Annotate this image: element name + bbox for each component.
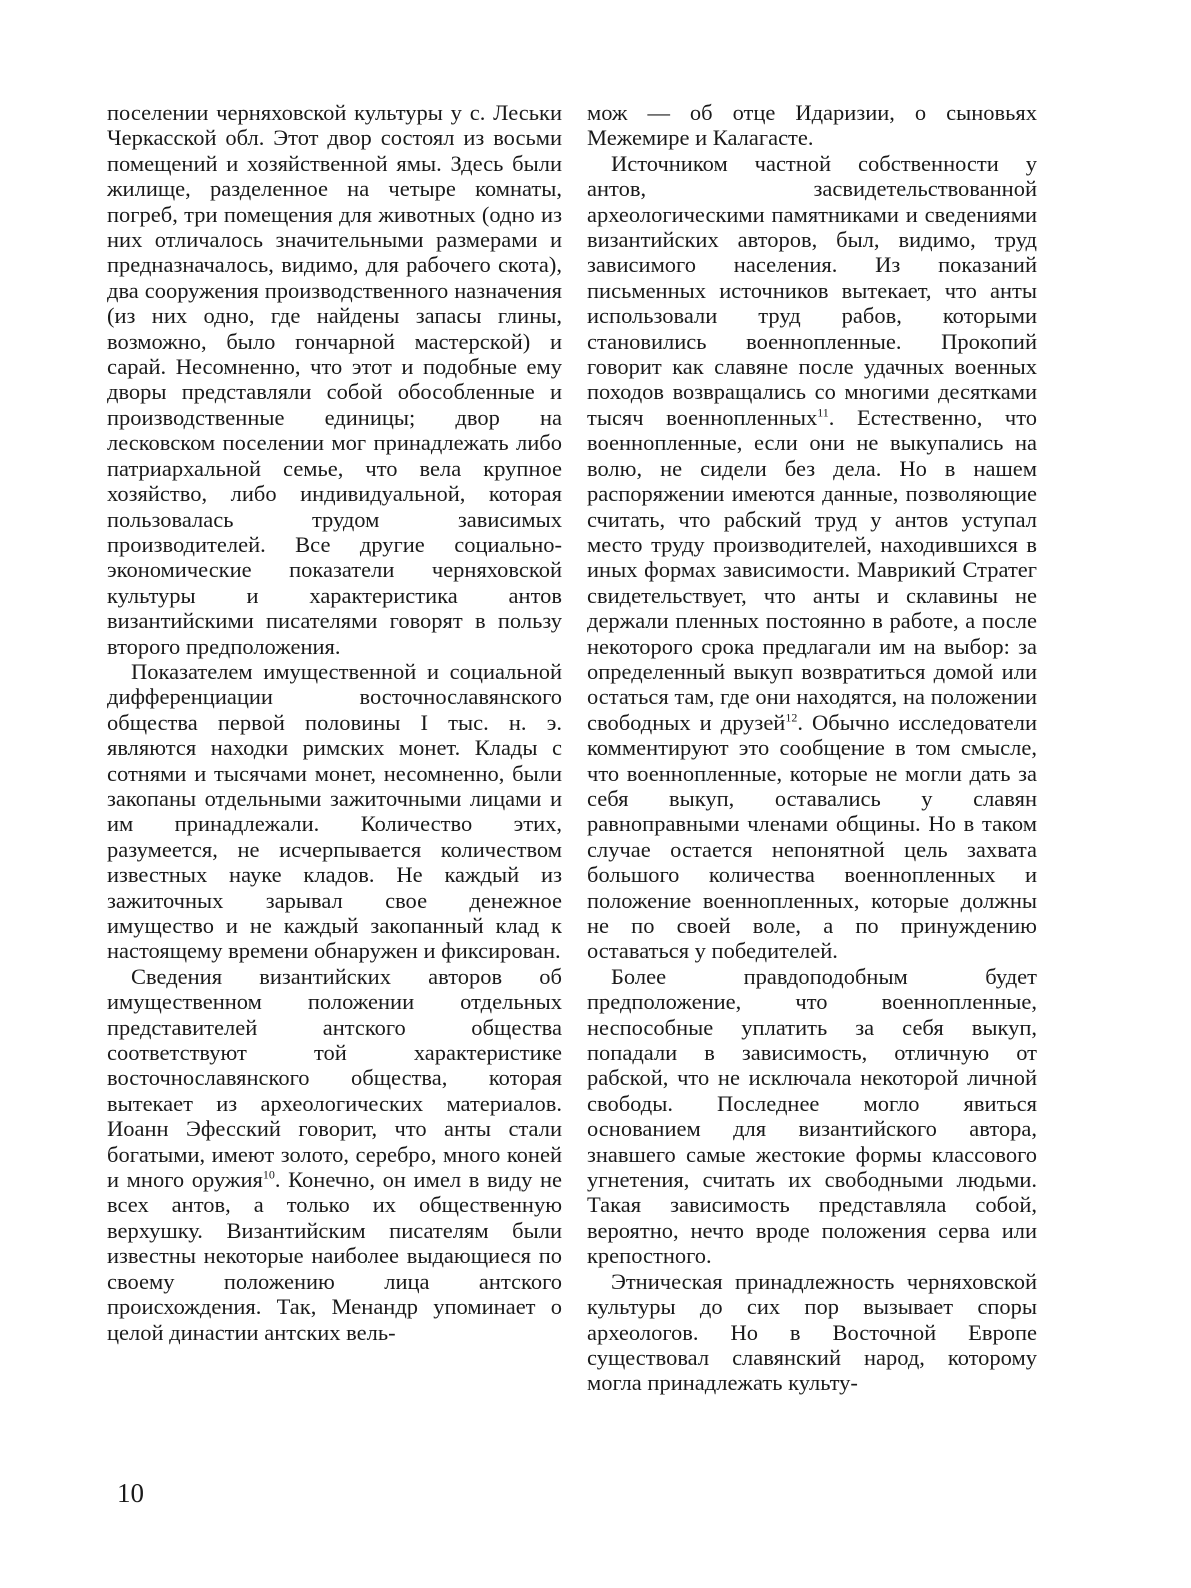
paragraph-courtyard: поселении черняховской культуры у с. Леськи Черкасской обл. Этот двор состоял из восьми помещений и хозяйственной ямы. Здесь были жилище, разделенное на четыре комнаты, погреб, три помещения для животных (одно из них отличалось значительными размерами и предназначалось, видимо, для рабочего скота), два сооружения производственного назначения (из них одно, где найдены запасы глины, возможно, было гончарной мастерской) и сарай. Несомненно, что этот и подобные ему дворы представляли собой обособленные и производственные единицы; двор на лесковском поселении мог принадлежать либо патриархальной семье, что вела крупное хозяйство, либо индивидуальной, которая пользовалась трудом зависимых производителей. Все другие социально-экономические показатели черняховской культуры и характеристика антов византийскими писателями говорят в пользу второго предположения. (107, 100, 562, 659)
right-column (587, 100, 1037, 1396)
paragraph-text: Источником частной собственности у антов, засвидетельствованной археологическими памятниками и сведениями византийских авторов, был, видимо, труд зависимого населения. Из показаний письменных источников вытекает, что анты использовали труд рабов, которыми становились военнопленные. Прокопий говорит как славяне после удачных военных походов возвращались со многими десятками тысяч военнопленных (587, 150, 1037, 430)
page-number: 10 (117, 1478, 144, 1508)
paragraph-roman-coins: Показателем имущественной и социальной дифференциации восточнославянского общества первой половины I тыс. н. э. являются находки римских монет. Клады с сотнями и тысячами монет, несомненно, были закопаны отдельными зажиточными лицами и им принадлежали. Количество этих, разумеется, не исчерпывается количеством известных науке кладов. Не каждый из зажиточных зарывал свое денежное имущество и не каждый закопанный клад к настоящему времени обнаружен и фиксирован. (107, 658, 562, 964)
paragraph-text: Сведения византийских авторов об имущественном положении отдельных представителей антского общества соответствуют той характеристике восточнославянского общества, которая вытекает из археологических материалов. Иоанн Эфесский говорит, что анты стали богатыми, имеют золото, серебро, много коней и много оружия (107, 963, 562, 1193)
paragraph-text: . Конечно, он имел в виду не всех антов, а только их общественную верхушку. Византийским писателям были известны некоторые наиболее выдающиеся по своему положению лица антского происхождения. Так, Менандр упоминает о целой династии антских вель- (107, 1167, 562, 1345)
paragraph-continuation: мож — об отце Идаризии, о сыновьях Межемире и Калагасте. (587, 100, 1037, 151)
paragraph-byzantine-authors (107, 964, 562, 1345)
paragraph-ethnicity: Этническая принадлежность черняховской культуры до сих пор вызывает споры археологов. Но в Восточной Европе существовал славянский народ, которому могла принадлежать культу- (587, 1268, 1037, 1396)
left-column (107, 100, 562, 1345)
footnote-ref-10: 10 (262, 1167, 275, 1182)
paragraph-private-property (587, 151, 1037, 964)
paragraph-dependency: Более правдоподобным будет предположение, что военнопленные, неспособные уплатить за себя выкуп, попадали в зависимость, отличную от рабской, что не исключала некоторой личной свободы. Последнее могло явиться основанием для византийского автора, знавшего самые жестокие формы классового угнетения, считать их свободными людьми. Такая зависимость представляла собой, вероятно, нечто вроде положения серва или крепостного. (587, 963, 1037, 1269)
paragraph-text: . Естественно, что военнопленные, если они не выкупались на волю, не сидели без дела. Но в нашем распоряжении имеются данные, позволяющие считать, что рабский труд у антов уступал место труду производителей, находившихся в иных формах зависимости. Маврикий Стратег свидетельствует, что анты и склавины не держали пленных постоянно в работе, а после некоторого срока предлагали им на выбор: за определенный выкуп возвратиться домой или остаться там, где они находятся, на положении свободных и друзей (587, 404, 1038, 735)
footnote-ref-12: 12 (785, 710, 798, 725)
paragraph-text: . Обычно исследователи комментируют это сообщение в том смысле, что военнопленные, которые не могли дать за себя выкуп, оставались у славян равноправными членами общины. Но в таком случае остается непонятной цель захвата большого количества военнопленных и положение военнопленных, которые должны не по своей воле, а по принуждению оставаться у победителей. (587, 709, 1037, 964)
footnote-ref-11: 11 (817, 405, 829, 420)
